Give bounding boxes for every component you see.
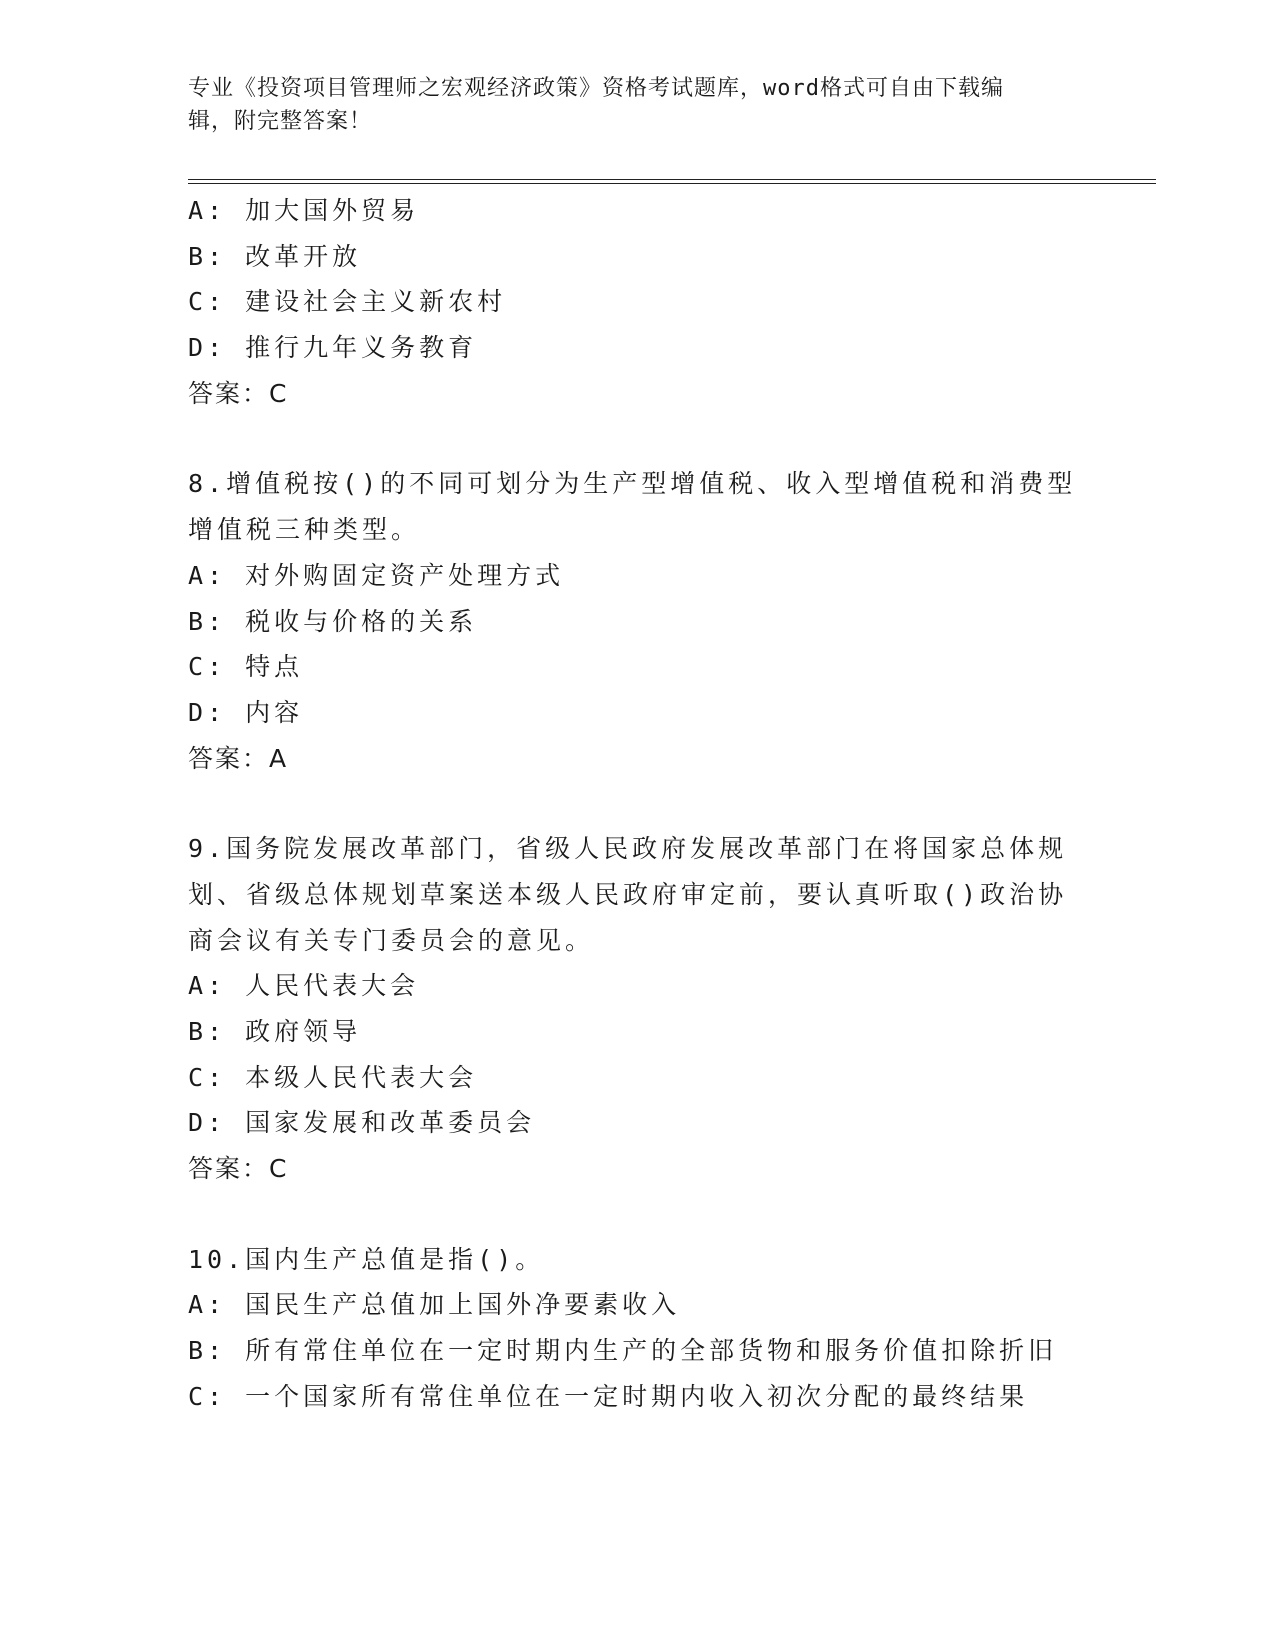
question-8-option-b: B: 税收与价格的关系 <box>188 606 478 636</box>
question-10-option-c: C: 一个国家所有常住单位在一定时期内收入初次分配的最终结果 <box>188 1381 1029 1411</box>
question-8-option-c: C: 特点 <box>188 652 304 682</box>
question-spacer <box>188 416 1068 461</box>
question-10-stem-line-1: 10.国内生产总值是指()。 <box>188 1244 545 1274</box>
question-7-option-c: C: 建设社会主义新农村 <box>188 287 507 317</box>
header-line-2: 辑，附完整答案！ <box>188 109 373 134</box>
question-7-option-a: A: 加大国外贸易 <box>188 196 420 225</box>
question-10-block <box>188 1237 1068 1420</box>
question-9-stem-line-2: 划、省级总体规划草案送本级人民政府审定前，要认真听取()政治协 <box>188 879 1068 909</box>
question-10-option-a: A: 国民生产总值加上国外净要素收入 <box>188 1290 681 1320</box>
question-9-stem-line-3: 商会议有关专门委员会的意见。 <box>188 925 595 955</box>
question-content <box>188 188 1077 1420</box>
question-9-block <box>188 826 1068 1192</box>
question-9-option-c: C: 本级人民代表大会 <box>188 1062 478 1092</box>
question-9-stem-line-1: 9.国务院发展改革部门，省级人民政府发展改革部门在将国家总体规 <box>188 834 1068 864</box>
question-7-block <box>188 188 1068 416</box>
question-8-option-d: D: 内容 <box>188 697 304 727</box>
document-header <box>188 72 1068 138</box>
question-10-option-b: B: 所有常住单位在一定时期内生产的全部货物和服务价值扣除折旧 <box>188 1336 1058 1366</box>
header-divider-bottom <box>188 183 1156 184</box>
header-line-1: 专业《投资项目管理师之宏观经济政策》资格考试题库，word格式可自由下载编 <box>188 76 1004 101</box>
question-8-option-a: A: 对外购固定资产处理方式 <box>188 560 565 590</box>
header-divider-top <box>188 179 1156 180</box>
question-spacer <box>188 1192 1068 1237</box>
question-8-stem-line-2: 增值税三种类型。 <box>188 515 421 545</box>
question-9-option-a: A: 人民代表大会 <box>188 971 420 1001</box>
question-9-option-b: B: 政府领导 <box>188 1017 362 1046</box>
question-7-option-d: D: 推行九年义务教育 <box>188 333 478 363</box>
question-9-answer: 答案：C <box>188 1154 289 1184</box>
question-7-answer: 答案：C <box>188 378 289 408</box>
question-7-option-b: B: 改革开放 <box>188 241 362 271</box>
question-9-option-d: D: 国家发展和改革委员会 <box>188 1108 536 1138</box>
question-8-stem-line-1: 8.增值税按()的不同可划分为生产型增值税、收入型增值税和消费型 <box>188 469 1077 499</box>
question-8-answer: 答案：A <box>188 743 289 773</box>
question-8-block <box>188 461 1077 781</box>
question-spacer <box>188 781 1068 826</box>
